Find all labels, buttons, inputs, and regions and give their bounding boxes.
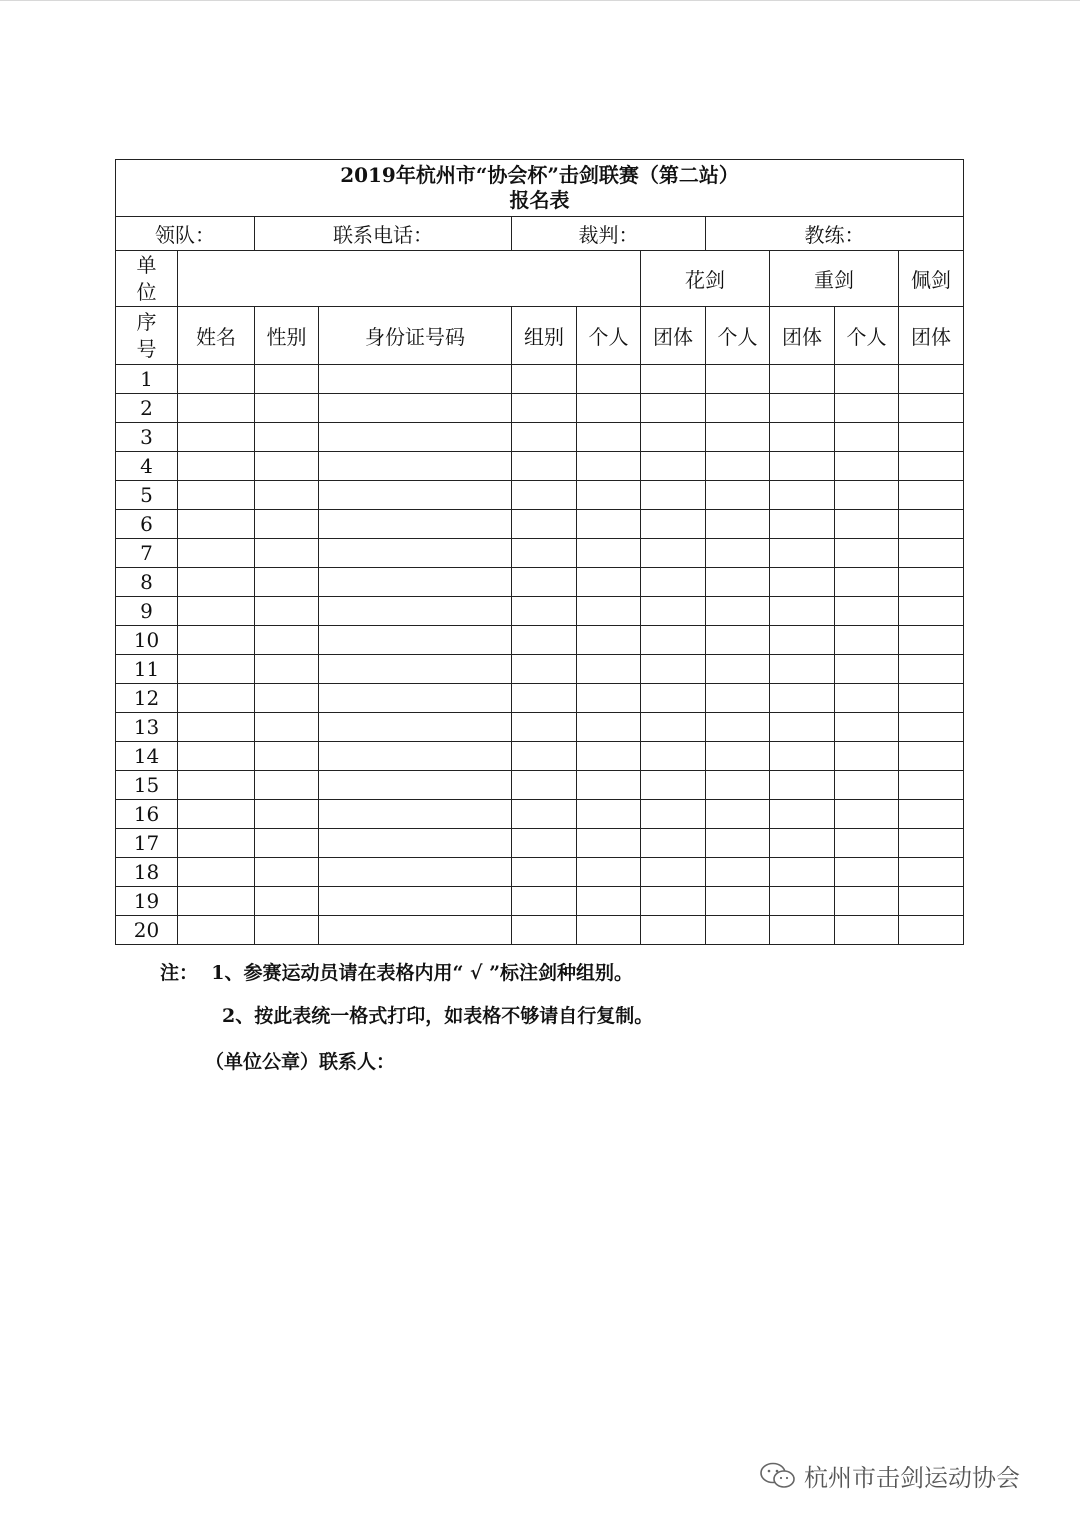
foil-team-cell[interactable]: [641, 887, 706, 916]
gender-cell[interactable]: [255, 829, 319, 858]
foil-team-cell[interactable]: [641, 568, 706, 597]
foil-individual-cell[interactable]: [577, 887, 641, 916]
gender-cell[interactable]: [255, 452, 319, 481]
stamp-contact-line: （单位公章）联系人：: [205, 1051, 396, 1073]
sabre-individual-cell[interactable]: [835, 568, 899, 597]
sabre-team-cell[interactable]: [899, 742, 964, 771]
foil-individual-cell[interactable]: [577, 423, 641, 452]
epee-individual-cell[interactable]: [706, 481, 770, 510]
gender-cell[interactable]: [255, 394, 319, 423]
sabre-team-cell[interactable]: [899, 916, 964, 945]
name-cell[interactable]: [178, 539, 255, 568]
gender-cell[interactable]: [255, 481, 319, 510]
gender-cell[interactable]: [255, 510, 319, 539]
id-number-cell[interactable]: [319, 539, 512, 568]
foil-team-cell[interactable]: [641, 800, 706, 829]
table-row: [116, 916, 964, 945]
sabre-team-cell[interactable]: [899, 452, 964, 481]
row-number: 14: [116, 742, 178, 771]
referee-field[interactable]: 裁判：: [512, 217, 706, 251]
id-number-cell[interactable]: [319, 452, 512, 481]
table-row: [116, 452, 964, 481]
name-cell[interactable]: [178, 365, 255, 394]
foil-team-cell[interactable]: [641, 742, 706, 771]
id-number-cell[interactable]: [319, 916, 512, 945]
epee-team-cell[interactable]: [770, 568, 835, 597]
gender-cell[interactable]: [255, 626, 319, 655]
seq-label-char-1: 序: [136, 309, 157, 334]
group-cell[interactable]: [512, 365, 577, 394]
epee-individual-cell[interactable]: [706, 452, 770, 481]
foil-team-cell[interactable]: [641, 829, 706, 858]
foil-individual-cell[interactable]: [577, 655, 641, 684]
sabre-team-cell[interactable]: [899, 394, 964, 423]
row-number: 8: [116, 568, 178, 597]
row-number: 1: [116, 365, 178, 394]
sabre-team-cell[interactable]: [899, 568, 964, 597]
row-number: 17: [116, 829, 178, 858]
row-number: 20: [116, 916, 178, 945]
foil-team-cell[interactable]: [641, 423, 706, 452]
table-row: [116, 481, 964, 510]
name-cell[interactable]: [178, 742, 255, 771]
table-row: [116, 771, 964, 800]
group-cell[interactable]: [512, 887, 577, 916]
watermark-text: 杭州市击剑运动协会: [804, 1464, 1020, 1492]
watermark: [758, 1458, 1020, 1493]
group-cell[interactable]: [512, 597, 577, 626]
epee-individual-cell[interactable]: [706, 916, 770, 945]
sabre-team-cell[interactable]: [899, 684, 964, 713]
epee-individual-cell[interactable]: [706, 510, 770, 539]
name-cell[interactable]: [178, 510, 255, 539]
page-top-border: [0, 0, 1080, 1]
sabre-team-cell[interactable]: [899, 713, 964, 742]
epee-individual-cell[interactable]: [706, 800, 770, 829]
foil-team-cell[interactable]: [641, 481, 706, 510]
name-cell[interactable]: [178, 597, 255, 626]
id-number-cell[interactable]: [319, 510, 512, 539]
epee-individual-cell[interactable]: [706, 771, 770, 800]
group-cell[interactable]: [512, 626, 577, 655]
group-cell[interactable]: [512, 829, 577, 858]
gender-cell[interactable]: [255, 597, 319, 626]
id-number-cell[interactable]: [319, 800, 512, 829]
unit-label-char-2: 位: [136, 279, 157, 304]
epee-team-cell[interactable]: [770, 916, 835, 945]
foil-individual-cell[interactable]: [577, 539, 641, 568]
row-number: 16: [116, 800, 178, 829]
gender-cell[interactable]: [255, 423, 319, 452]
name-cell[interactable]: [178, 655, 255, 684]
epee-team-cell[interactable]: [770, 626, 835, 655]
foil-individual-cell[interactable]: [577, 394, 641, 423]
sabre-team-cell[interactable]: [899, 510, 964, 539]
row-number: 6: [116, 510, 178, 539]
foil-team-cell[interactable]: [641, 510, 706, 539]
seq-label: [116, 307, 178, 365]
form-subtitle-text: 报名表: [509, 188, 570, 212]
col-sabre-team-header: 团体: [899, 307, 964, 365]
sabre-individual-cell[interactable]: [835, 684, 899, 713]
sabre-individual-cell[interactable]: [835, 858, 899, 887]
table-row: [116, 423, 964, 452]
foil-individual-cell[interactable]: [577, 597, 641, 626]
gender-cell[interactable]: [255, 539, 319, 568]
col-gender-header: 性别: [255, 307, 319, 365]
gender-cell[interactable]: [255, 771, 319, 800]
sabre-team-cell[interactable]: [899, 829, 964, 858]
gender-cell[interactable]: [255, 655, 319, 684]
id-number-cell[interactable]: [319, 481, 512, 510]
epee-team-cell[interactable]: [770, 858, 835, 887]
epee-team-cell[interactable]: [770, 510, 835, 539]
foil-individual-cell[interactable]: [577, 365, 641, 394]
phone-field[interactable]: 联系电话：: [255, 217, 512, 251]
group-cell[interactable]: [512, 510, 577, 539]
epee-team-cell[interactable]: [770, 365, 835, 394]
name-cell[interactable]: [178, 626, 255, 655]
table-row: [116, 713, 964, 742]
wechat-icon: [758, 1461, 798, 1491]
group-cell[interactable]: [512, 539, 577, 568]
group-cell[interactable]: [512, 713, 577, 742]
gender-cell[interactable]: [255, 365, 319, 394]
group-cell[interactable]: [512, 771, 577, 800]
sabre-team-cell[interactable]: [899, 365, 964, 394]
foil-team-cell[interactable]: [641, 365, 706, 394]
row-number: 2: [116, 394, 178, 423]
sabre-individual-cell[interactable]: [835, 423, 899, 452]
row-number: 7: [116, 539, 178, 568]
gender-cell[interactable]: [255, 742, 319, 771]
id-number-cell[interactable]: [319, 365, 512, 394]
foil-individual-cell[interactable]: [577, 568, 641, 597]
foil-team-cell[interactable]: [641, 655, 706, 684]
form-title: [116, 160, 964, 217]
col-foil-individual-header: 个人: [577, 307, 641, 365]
epee-team-cell[interactable]: [770, 539, 835, 568]
epee-individual-cell[interactable]: [706, 858, 770, 887]
id-number-cell[interactable]: [319, 394, 512, 423]
table-row: [116, 655, 964, 684]
foil-individual-cell[interactable]: [577, 916, 641, 945]
foil-team-cell[interactable]: [641, 394, 706, 423]
foil-team-cell[interactable]: [641, 713, 706, 742]
id-number-cell[interactable]: [319, 423, 512, 452]
epee-individual-cell[interactable]: [706, 713, 770, 742]
id-number-cell[interactable]: [319, 858, 512, 887]
foil-individual-cell[interactable]: [577, 858, 641, 887]
epee-team-cell[interactable]: [770, 771, 835, 800]
epee-team-cell[interactable]: [770, 829, 835, 858]
epee-individual-cell[interactable]: [706, 887, 770, 916]
foil-team-cell[interactable]: [641, 771, 706, 800]
sabre-individual-cell[interactable]: [835, 539, 899, 568]
group-cell[interactable]: [512, 800, 577, 829]
table-row: [116, 394, 964, 423]
col-name-header: 姓名: [178, 307, 255, 365]
row-number: 10: [116, 626, 178, 655]
weapon-sabre-header: 佩剑: [899, 251, 964, 307]
epee-individual-cell[interactable]: [706, 655, 770, 684]
gender-cell[interactable]: [255, 916, 319, 945]
sabre-individual-cell[interactable]: [835, 365, 899, 394]
sabre-team-cell[interactable]: [899, 800, 964, 829]
epee-individual-cell[interactable]: [706, 539, 770, 568]
row-number: 19: [116, 887, 178, 916]
name-cell[interactable]: [178, 423, 255, 452]
group-cell[interactable]: [512, 394, 577, 423]
row-number: 18: [116, 858, 178, 887]
sabre-team-cell[interactable]: [899, 655, 964, 684]
gender-cell[interactable]: [255, 568, 319, 597]
epee-team-cell[interactable]: [770, 655, 835, 684]
foil-individual-cell[interactable]: [577, 742, 641, 771]
id-number-cell[interactable]: [319, 887, 512, 916]
name-cell[interactable]: [178, 800, 255, 829]
weapon-epee-header: 重剑: [770, 251, 899, 307]
row-number: 13: [116, 713, 178, 742]
sabre-individual-cell[interactable]: [835, 742, 899, 771]
epee-individual-cell[interactable]: [706, 597, 770, 626]
col-group-header: 组别: [512, 307, 577, 365]
weapon-foil-header: 花剑: [641, 251, 770, 307]
name-cell[interactable]: [178, 568, 255, 597]
sabre-team-cell[interactable]: [899, 771, 964, 800]
col-epee-individual-header: 个人: [706, 307, 770, 365]
col-sabre-individual-header: 个人: [835, 307, 899, 365]
name-cell[interactable]: [178, 452, 255, 481]
foil-team-cell[interactable]: [641, 684, 706, 713]
gender-cell[interactable]: [255, 800, 319, 829]
id-number-cell[interactable]: [319, 684, 512, 713]
name-cell[interactable]: [178, 887, 255, 916]
epee-individual-cell[interactable]: [706, 626, 770, 655]
row-number: 5: [116, 481, 178, 510]
foil-team-cell[interactable]: [641, 452, 706, 481]
unit-label-char-1: 单: [136, 252, 157, 277]
sabre-team-cell[interactable]: [899, 423, 964, 452]
row-number: 4: [116, 452, 178, 481]
sabre-individual-cell[interactable]: [835, 626, 899, 655]
group-cell[interactable]: [512, 568, 577, 597]
col-id-header: 身份证号码: [319, 307, 512, 365]
epee-team-cell[interactable]: [770, 394, 835, 423]
foil-team-cell[interactable]: [641, 626, 706, 655]
sabre-individual-cell[interactable]: [835, 481, 899, 510]
sabre-team-cell[interactable]: [899, 858, 964, 887]
sabre-team-cell[interactable]: [899, 597, 964, 626]
registration-form-table: [115, 159, 964, 945]
row-number: 11: [116, 655, 178, 684]
epee-individual-cell[interactable]: [706, 365, 770, 394]
table-row: [116, 597, 964, 626]
id-number-cell[interactable]: [319, 568, 512, 597]
group-cell[interactable]: [512, 655, 577, 684]
group-cell[interactable]: [512, 452, 577, 481]
leader-field[interactable]: 领队：: [116, 217, 255, 251]
sabre-team-cell[interactable]: [899, 539, 964, 568]
group-cell[interactable]: [512, 742, 577, 771]
foil-individual-cell[interactable]: [577, 510, 641, 539]
epee-individual-cell[interactable]: [706, 423, 770, 452]
sabre-team-cell[interactable]: [899, 481, 964, 510]
row-number: 9: [116, 597, 178, 626]
table-row: [116, 684, 964, 713]
name-cell[interactable]: [178, 858, 255, 887]
id-number-cell[interactable]: [319, 742, 512, 771]
unit-name-field[interactable]: [178, 251, 641, 307]
row-number: 3: [116, 423, 178, 452]
epee-individual-cell[interactable]: [706, 742, 770, 771]
row-number: 12: [116, 684, 178, 713]
epee-team-cell[interactable]: [770, 800, 835, 829]
col-foil-team-header: 团体: [641, 307, 706, 365]
sabre-team-cell[interactable]: [899, 626, 964, 655]
foil-individual-cell[interactable]: [577, 684, 641, 713]
foil-individual-cell[interactable]: [577, 452, 641, 481]
gender-cell[interactable]: [255, 858, 319, 887]
id-number-cell[interactable]: [319, 713, 512, 742]
foil-team-cell[interactable]: [641, 597, 706, 626]
sabre-individual-cell[interactable]: [835, 510, 899, 539]
table-row: [116, 887, 964, 916]
sabre-individual-cell[interactable]: [835, 771, 899, 800]
sabre-individual-cell[interactable]: [835, 800, 899, 829]
epee-team-cell[interactable]: [770, 452, 835, 481]
col-epee-team-header: 团体: [770, 307, 835, 365]
sabre-individual-cell[interactable]: [835, 916, 899, 945]
note-1: 注： 1、参赛运动员请在表格内用“ √ ”标注剑种组别。: [160, 962, 634, 984]
name-cell[interactable]: [178, 771, 255, 800]
epee-individual-cell[interactable]: [706, 684, 770, 713]
sabre-individual-cell[interactable]: [835, 829, 899, 858]
sabre-individual-cell[interactable]: [835, 713, 899, 742]
foil-team-cell[interactable]: [641, 916, 706, 945]
table-row: [116, 858, 964, 887]
sabre-individual-cell[interactable]: [835, 394, 899, 423]
form-title-text: 2019年杭州市“协会杯”击剑联赛（第二站）: [340, 163, 739, 187]
table-row: [116, 742, 964, 771]
gender-cell[interactable]: [255, 713, 319, 742]
sabre-individual-cell[interactable]: [835, 887, 899, 916]
id-number-cell[interactable]: [319, 626, 512, 655]
epee-team-cell[interactable]: [770, 423, 835, 452]
unit-label: [116, 251, 178, 307]
epee-team-cell[interactable]: [770, 713, 835, 742]
name-cell[interactable]: [178, 394, 255, 423]
epee-team-cell[interactable]: [770, 742, 835, 771]
sabre-individual-cell[interactable]: [835, 655, 899, 684]
epee-individual-cell[interactable]: [706, 394, 770, 423]
note-2: 2、按此表统一格式打印，如表格不够请自行复制。: [222, 1005, 654, 1027]
coach-field[interactable]: 教练：: [706, 217, 964, 251]
sabre-individual-cell[interactable]: [835, 452, 899, 481]
sabre-individual-cell[interactable]: [835, 597, 899, 626]
epee-team-cell[interactable]: [770, 481, 835, 510]
epee-individual-cell[interactable]: [706, 829, 770, 858]
foil-individual-cell[interactable]: [577, 829, 641, 858]
table-row: [116, 510, 964, 539]
table-row: [116, 829, 964, 858]
foil-individual-cell[interactable]: [577, 626, 641, 655]
table-row: [116, 365, 964, 394]
row-number: 15: [116, 771, 178, 800]
foil-team-cell[interactable]: [641, 539, 706, 568]
foil-individual-cell[interactable]: [577, 771, 641, 800]
name-cell[interactable]: [178, 916, 255, 945]
gender-cell[interactable]: [255, 887, 319, 916]
sabre-team-cell[interactable]: [899, 887, 964, 916]
id-number-cell[interactable]: [319, 771, 512, 800]
name-cell[interactable]: [178, 713, 255, 742]
group-cell[interactable]: [512, 916, 577, 945]
id-number-cell[interactable]: [319, 597, 512, 626]
group-cell[interactable]: [512, 684, 577, 713]
foil-individual-cell[interactable]: [577, 481, 641, 510]
group-cell[interactable]: [512, 858, 577, 887]
epee-team-cell[interactable]: [770, 684, 835, 713]
table-row: [116, 568, 964, 597]
foil-team-cell[interactable]: [641, 858, 706, 887]
name-cell[interactable]: [178, 684, 255, 713]
group-cell[interactable]: [512, 481, 577, 510]
table-row: [116, 800, 964, 829]
epee-individual-cell[interactable]: [706, 568, 770, 597]
table-row: [116, 539, 964, 568]
id-number-cell[interactable]: [319, 655, 512, 684]
group-cell[interactable]: [512, 423, 577, 452]
table-row: [116, 626, 964, 655]
seq-label-char-2: 号: [136, 336, 157, 361]
epee-team-cell[interactable]: [770, 887, 835, 916]
epee-team-cell[interactable]: [770, 597, 835, 626]
name-cell[interactable]: [178, 481, 255, 510]
foil-individual-cell[interactable]: [577, 800, 641, 829]
gender-cell[interactable]: [255, 684, 319, 713]
foil-individual-cell[interactable]: [577, 713, 641, 742]
name-cell[interactable]: [178, 829, 255, 858]
id-number-cell[interactable]: [319, 829, 512, 858]
